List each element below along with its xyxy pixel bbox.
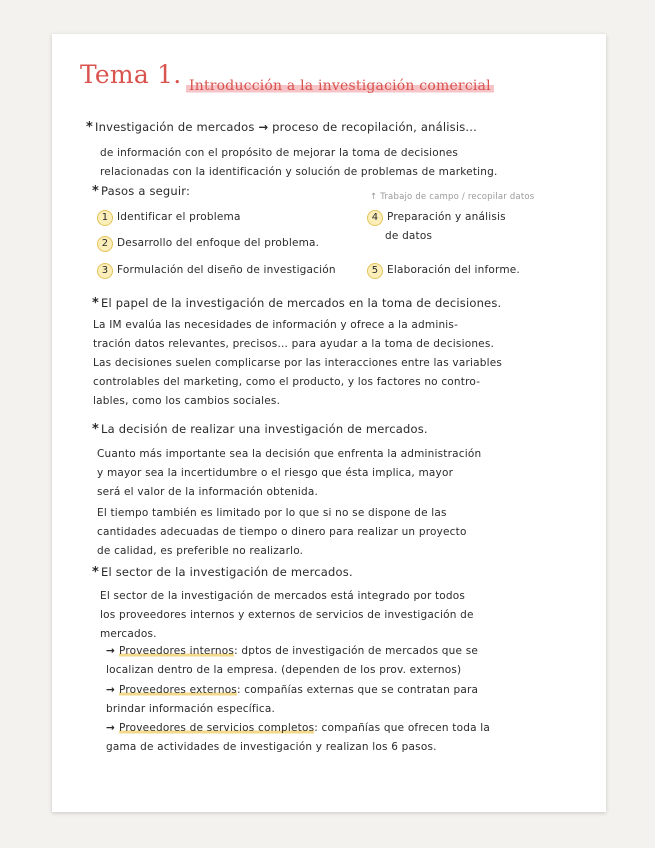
s3-line: El tiempo también es limitado por lo que si no se dispone de las [97,507,447,519]
asterisk-icon: * [92,565,99,580]
s2-line: controlables del marketing, como el producto, y los factores no contro- [93,376,481,388]
title-subtitle: Introducción a la investigación comercial [186,78,494,94]
s1-pasos-heading: Pasos a seguir: [101,184,191,198]
s2-line: Las decisiones suelen complicarse por las interacciones entre las variables [93,357,503,369]
arrow-right-icon: → [106,645,115,657]
provider-item [106,645,478,657]
provider-text: : dptos de investigación de mercados que se [234,645,479,657]
provider-text: : compañías que ofrecen toda la [314,722,491,734]
s3-heading: La decisión de realizar una investigación de mercados. [101,422,428,436]
step-item [367,210,506,226]
arrow-right-icon: → [258,120,269,134]
provider-text: : compañías externas que se contratan para [236,684,479,696]
step-number: 2 [97,236,113,252]
provider-cont: brindar información específica. [106,703,276,715]
step-text: Elaboración del informe. [387,264,520,276]
s1-pasos-line [92,184,190,199]
provider-item [106,722,490,734]
asterisk-icon: * [86,120,93,135]
s2-line: tración datos relevantes, precisos... para ayudar a la toma de decisiones. [93,338,495,350]
s3-line: será el valor de la información obtenida. [97,486,318,498]
s3-line: de calidad, es preferible no realizarlo. [97,545,304,557]
step-text: Preparación y análisis [387,211,506,223]
s2-line: lables, como los cambios sociales. [93,395,281,407]
provider-term: Proveedores externos [119,684,237,696]
provider-cont: localizan dentro de la empresa. (dependen de los prov. externos) [106,664,462,676]
s1-definition-l1: proceso de recopilación, análisis... [272,120,477,134]
step-number: 5 [367,263,383,279]
provider-item [106,684,478,696]
s1-definition-l3: relacionadas con la identificación y solución de problemas de marketing. [100,166,498,178]
s1-side-note: ↑ Trabajo de campo / recopilar datos [370,192,535,202]
arrow-right-icon: → [106,684,115,696]
s1-definition-l2: de información con el propósito de mejorar la toma de decisiones [100,147,459,159]
step-number: 4 [367,210,383,226]
s3-line: cantidades adecuadas de tiempo o dinero para realizar un proyecto [97,526,467,538]
step-number: 3 [97,263,113,279]
s4-line: los proveedores internos y externos de servicios de investigación de [100,609,474,621]
step-item [97,263,336,279]
s4-heading-line [92,565,353,580]
s2-heading: El papel de la investigación de mercados en la toma de decisiones. [101,296,502,310]
step-text: Identificar el problema [117,211,241,223]
asterisk-icon: * [92,422,99,437]
s2-heading-line [92,296,501,311]
step-text: Formulación del diseño de investigación [117,264,336,276]
asterisk-icon: * [92,184,99,199]
provider-term: Proveedores de servicios completos [119,722,315,734]
step-4-continuation: de datos [385,230,433,242]
step-number: 1 [97,210,113,226]
step-item [97,236,319,252]
s3-line: y mayor sea la incertidumbre o el riesgo que ésta implica, mayor [97,467,454,479]
s1-heading-line [86,120,477,135]
s3-heading-line [92,422,428,437]
s4-line: mercados. [100,628,157,640]
step-item [367,263,520,279]
s4-heading: El sector de la investigación de mercados. [101,565,353,579]
arrow-right-icon: → [106,722,115,734]
provider-cont: gama de actividades de investigación y realizan los 6 pasos. [106,741,437,753]
s1-heading: Investigación de mercados [95,120,255,134]
asterisk-icon: * [92,296,99,311]
s2-line: La IM evalúa las necesidades de información y ofrece a la adminis- [93,319,459,331]
step-item [97,210,241,226]
step-text: Desarrollo del enfoque del problema. [117,237,320,249]
s4-line: El sector de la investigación de mercados está integrado por todos [100,590,466,602]
title-tema: Tema 1. [80,60,182,89]
provider-term: Proveedores internos [119,645,235,657]
s3-line: Cuanto más importante sea la decisión que enfrenta la administración [97,448,482,460]
